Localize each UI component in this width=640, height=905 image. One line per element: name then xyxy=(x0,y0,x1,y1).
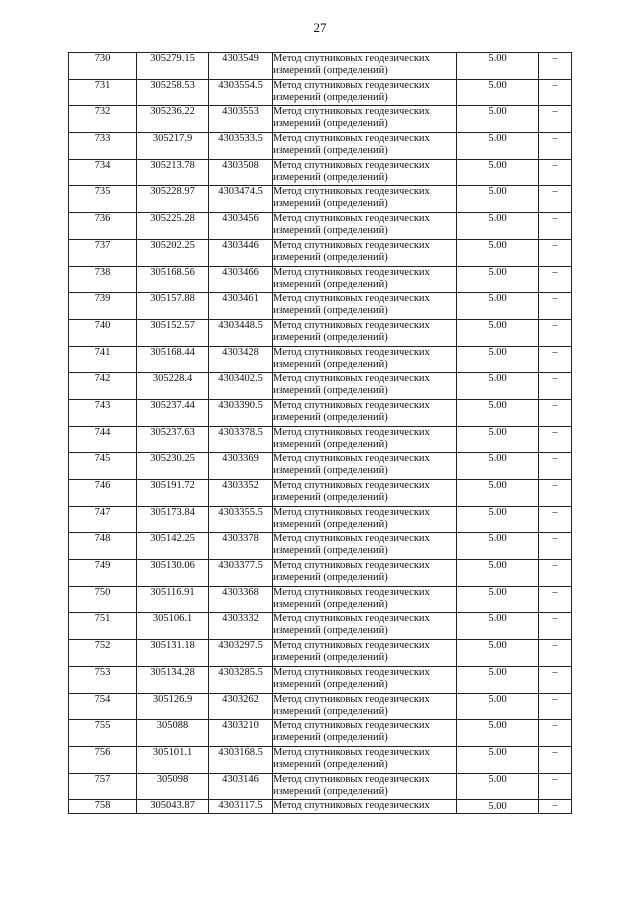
accuracy-cell: 5.00 xyxy=(457,720,539,747)
dash-cell: – xyxy=(539,346,572,373)
y-coordinate-cell: 4303285.5 xyxy=(209,666,273,693)
point-number-cell: 733 xyxy=(69,133,137,160)
dash-cell: – xyxy=(539,159,572,186)
accuracy-cell: 5.00 xyxy=(457,693,539,720)
table-row xyxy=(69,133,572,160)
method-cell: Метод спутниковых геодезических измерений (определений) xyxy=(273,693,457,720)
method-cell: Метод спутниковых геодезических измерений (определений) xyxy=(273,746,457,773)
y-coordinate-cell: 4303461 xyxy=(209,293,273,320)
dash-cell: – xyxy=(539,773,572,800)
point-number-cell: 746 xyxy=(69,480,137,507)
dash-cell: – xyxy=(539,213,572,240)
accuracy-cell: 5.00 xyxy=(457,293,539,320)
accuracy-cell: 5.00 xyxy=(457,266,539,293)
accuracy-cell: 5.00 xyxy=(457,133,539,160)
y-coordinate-cell: 4303378 xyxy=(209,533,273,560)
method-cell: Метод спутниковых геодезических измерений (определений) xyxy=(273,560,457,587)
accuracy-cell: 5.00 xyxy=(457,586,539,613)
accuracy-cell: 5.00 xyxy=(457,186,539,213)
method-cell: Метод спутниковых геодезических измерений (определений) xyxy=(273,106,457,133)
table-row xyxy=(69,399,572,426)
y-coordinate-cell: 4303508 xyxy=(209,159,273,186)
method-cell: Метод спутниковых геодезических измерений (определений) xyxy=(273,506,457,533)
table-row xyxy=(69,693,572,720)
y-coordinate-cell: 4303262 xyxy=(209,693,273,720)
method-cell: Метод спутниковых геодезических измерений (определений) xyxy=(273,186,457,213)
accuracy-cell: 5.00 xyxy=(457,613,539,640)
x-coordinate-cell: 305237.44 xyxy=(137,399,209,426)
x-coordinate-cell: 305225.28 xyxy=(137,213,209,240)
accuracy-cell: 5.00 xyxy=(457,79,539,106)
table-body xyxy=(69,53,572,814)
dash-cell: – xyxy=(539,613,572,640)
table-row xyxy=(69,720,572,747)
table-row xyxy=(69,293,572,320)
dash-cell: – xyxy=(539,186,572,213)
dash-cell: – xyxy=(539,399,572,426)
dash-cell: – xyxy=(539,693,572,720)
x-coordinate-cell: 305131.18 xyxy=(137,640,209,667)
accuracy-cell: 5.00 xyxy=(457,480,539,507)
y-coordinate-cell: 4303448.5 xyxy=(209,319,273,346)
point-number-cell: 736 xyxy=(69,213,137,240)
method-cell: Метод спутниковых геодезических измерений (определений) xyxy=(273,373,457,400)
table-row xyxy=(69,53,572,80)
accuracy-cell: 5.00 xyxy=(457,453,539,480)
accuracy-cell: 5.00 xyxy=(457,399,539,426)
point-number-cell: 735 xyxy=(69,186,137,213)
table-row xyxy=(69,426,572,453)
table-row xyxy=(69,640,572,667)
x-coordinate-cell: 305098 xyxy=(137,773,209,800)
point-number-cell: 730 xyxy=(69,53,137,80)
dash-cell: – xyxy=(539,373,572,400)
table-row xyxy=(69,346,572,373)
method-cell: Метод спутниковых геодезических измерений (определений) xyxy=(273,773,457,800)
dash-cell: – xyxy=(539,79,572,106)
dash-cell: – xyxy=(539,453,572,480)
accuracy-cell: 5.00 xyxy=(457,506,539,533)
point-number-cell: 758 xyxy=(69,800,137,814)
method-cell: Метод спутниковых геодезических измерений (определений) xyxy=(273,266,457,293)
accuracy-cell: 5.00 xyxy=(457,666,539,693)
method-cell: Метод спутниковых геодезических измерений (определений) xyxy=(273,53,457,80)
y-coordinate-cell: 4303446 xyxy=(209,239,273,266)
y-coordinate-cell: 4303466 xyxy=(209,266,273,293)
dash-cell: – xyxy=(539,533,572,560)
method-cell: Метод спутниковых геодезических измерений (определений) xyxy=(273,613,457,640)
accuracy-cell: 5.00 xyxy=(457,533,539,560)
x-coordinate-cell: 305279.15 xyxy=(137,53,209,80)
point-number-cell: 739 xyxy=(69,293,137,320)
point-number-cell: 744 xyxy=(69,426,137,453)
table-row xyxy=(69,800,572,814)
table-row xyxy=(69,266,572,293)
method-cell: Метод спутниковых геодезических измерений (определений) xyxy=(273,640,457,667)
x-coordinate-cell: 305202.25 xyxy=(137,239,209,266)
accuracy-cell: 5.00 xyxy=(457,773,539,800)
method-cell: Метод спутниковых геодезических измерений (определений) xyxy=(273,399,457,426)
method-cell: Метод спутниковых геодезических измерений (определений) xyxy=(273,533,457,560)
method-cell: Метод спутниковых геодезических измерений (определений) xyxy=(273,293,457,320)
point-number-cell: 747 xyxy=(69,506,137,533)
x-coordinate-cell: 305043.87 xyxy=(137,800,209,814)
point-number-cell: 745 xyxy=(69,453,137,480)
accuracy-cell: 5.00 xyxy=(457,159,539,186)
method-cell: Метод спутниковых геодезических измерений (определений) xyxy=(273,213,457,240)
x-coordinate-cell: 305130.06 xyxy=(137,560,209,587)
dash-cell: – xyxy=(539,746,572,773)
accuracy-cell: 5.00 xyxy=(457,640,539,667)
y-coordinate-cell: 4303533.5 xyxy=(209,133,273,160)
y-coordinate-cell: 4303474.5 xyxy=(209,186,273,213)
point-number-cell: 752 xyxy=(69,640,137,667)
accuracy-cell: 5.00 xyxy=(457,426,539,453)
point-number-cell: 748 xyxy=(69,533,137,560)
method-cell: Метод спутниковых геодезических измерений (определений) xyxy=(273,79,457,106)
table-row xyxy=(69,453,572,480)
dash-cell: – xyxy=(539,293,572,320)
accuracy-cell: 5.00 xyxy=(457,560,539,587)
dash-cell: – xyxy=(539,800,572,814)
y-coordinate-cell: 4303117.5 xyxy=(209,800,273,814)
table-row xyxy=(69,239,572,266)
table-row xyxy=(69,560,572,587)
method-cell: Метод спутниковых геодезических измерений (определений) xyxy=(273,239,457,266)
accuracy-cell: 5.00 xyxy=(457,213,539,240)
x-coordinate-cell: 305258.53 xyxy=(137,79,209,106)
y-coordinate-cell: 4303355.5 xyxy=(209,506,273,533)
dash-cell: – xyxy=(539,133,572,160)
method-cell: Метод спутниковых геодезических измерений (определений) xyxy=(273,720,457,747)
point-number-cell: 740 xyxy=(69,319,137,346)
y-coordinate-cell: 4303378.5 xyxy=(209,426,273,453)
dash-cell: – xyxy=(539,426,572,453)
x-coordinate-cell: 305237.63 xyxy=(137,426,209,453)
y-coordinate-cell: 4303168.5 xyxy=(209,746,273,773)
table-row xyxy=(69,159,572,186)
dash-cell: – xyxy=(539,586,572,613)
dash-cell: – xyxy=(539,239,572,266)
x-coordinate-cell: 305213.78 xyxy=(137,159,209,186)
dash-cell: – xyxy=(539,480,572,507)
y-coordinate-cell: 4303369 xyxy=(209,453,273,480)
accuracy-cell: 5.00 xyxy=(457,106,539,133)
method-cell: Метод спутниковых геодезических измерений (определений) xyxy=(273,159,457,186)
x-coordinate-cell: 305101.1 xyxy=(137,746,209,773)
point-number-cell: 750 xyxy=(69,586,137,613)
x-coordinate-cell: 305126.9 xyxy=(137,693,209,720)
table-row xyxy=(69,613,572,640)
dash-cell: – xyxy=(539,720,572,747)
dash-cell: – xyxy=(539,106,572,133)
y-coordinate-cell: 4303210 xyxy=(209,720,273,747)
point-number-cell: 751 xyxy=(69,613,137,640)
y-coordinate-cell: 4303332 xyxy=(209,613,273,640)
table-row xyxy=(69,106,572,133)
accuracy-cell: 5.00 xyxy=(457,346,539,373)
point-number-cell: 741 xyxy=(69,346,137,373)
accuracy-cell: 5.00 xyxy=(457,239,539,266)
y-coordinate-cell: 4303553 xyxy=(209,106,273,133)
point-number-cell: 732 xyxy=(69,106,137,133)
x-coordinate-cell: 305228.97 xyxy=(137,186,209,213)
point-number-cell: 743 xyxy=(69,399,137,426)
dash-cell: – xyxy=(539,319,572,346)
point-number-cell: 755 xyxy=(69,720,137,747)
x-coordinate-cell: 305217.9 xyxy=(137,133,209,160)
point-number-cell: 742 xyxy=(69,373,137,400)
y-coordinate-cell: 4303456 xyxy=(209,213,273,240)
method-cell: Метод спутниковых геодезических измерений (определений) xyxy=(273,586,457,613)
method-cell: Метод спутниковых геодезических измерений (определений) xyxy=(273,346,457,373)
table-row xyxy=(69,373,572,400)
point-number-cell: 754 xyxy=(69,693,137,720)
y-coordinate-cell: 4303297.5 xyxy=(209,640,273,667)
dash-cell: – xyxy=(539,53,572,80)
page-number: 27 xyxy=(313,20,327,35)
method-cell: Метод спутниковых геодезических xyxy=(273,800,457,814)
point-number-cell: 737 xyxy=(69,239,137,266)
dash-cell: – xyxy=(539,506,572,533)
accuracy-cell: 5.00 xyxy=(457,319,539,346)
x-coordinate-cell: 305230.25 xyxy=(137,453,209,480)
x-coordinate-cell: 305191.72 xyxy=(137,480,209,507)
x-coordinate-cell: 305168.56 xyxy=(137,266,209,293)
y-coordinate-cell: 4303390.5 xyxy=(209,399,273,426)
table-row xyxy=(69,480,572,507)
method-cell: Метод спутниковых геодезических измерений (определений) xyxy=(273,319,457,346)
method-cell: Метод спутниковых геодезических измерений (определений) xyxy=(273,666,457,693)
coordinates-table xyxy=(68,52,572,814)
dash-cell: – xyxy=(539,266,572,293)
point-number-cell: 756 xyxy=(69,746,137,773)
point-number-cell: 753 xyxy=(69,666,137,693)
x-coordinate-cell: 305116.91 xyxy=(137,586,209,613)
point-number-cell: 757 xyxy=(69,773,137,800)
accuracy-cell: 5.00 xyxy=(457,800,539,814)
table-row xyxy=(69,773,572,800)
method-cell: Метод спутниковых геодезических измерений (определений) xyxy=(273,426,457,453)
point-number-cell: 731 xyxy=(69,79,137,106)
x-coordinate-cell: 305134.28 xyxy=(137,666,209,693)
dash-cell: – xyxy=(539,560,572,587)
table-row xyxy=(69,506,572,533)
x-coordinate-cell: 305228.4 xyxy=(137,373,209,400)
point-number-cell: 749 xyxy=(69,560,137,587)
y-coordinate-cell: 4303554.5 xyxy=(209,79,273,106)
table-row xyxy=(69,746,572,773)
method-cell: Метод спутниковых геодезических измерений (определений) xyxy=(273,480,457,507)
table-row xyxy=(69,319,572,346)
y-coordinate-cell: 4303402.5 xyxy=(209,373,273,400)
y-coordinate-cell: 4303428 xyxy=(209,346,273,373)
table-row xyxy=(69,213,572,240)
y-coordinate-cell: 4303146 xyxy=(209,773,273,800)
x-coordinate-cell: 305152.57 xyxy=(137,319,209,346)
accuracy-cell: 5.00 xyxy=(457,746,539,773)
x-coordinate-cell: 305236.22 xyxy=(137,106,209,133)
x-coordinate-cell: 305168.44 xyxy=(137,346,209,373)
accuracy-cell: 5.00 xyxy=(457,373,539,400)
method-cell: Метод спутниковых геодезических измерений (определений) xyxy=(273,453,457,480)
dash-cell: – xyxy=(539,640,572,667)
x-coordinate-cell: 305106.1 xyxy=(137,613,209,640)
x-coordinate-cell: 305142.25 xyxy=(137,533,209,560)
method-cell: Метод спутниковых геодезических измерений (определений) xyxy=(273,133,457,160)
x-coordinate-cell: 305157.88 xyxy=(137,293,209,320)
table-row xyxy=(69,666,572,693)
table-row xyxy=(69,533,572,560)
x-coordinate-cell: 305088 xyxy=(137,720,209,747)
table-row xyxy=(69,586,572,613)
table-row xyxy=(69,79,572,106)
dash-cell: – xyxy=(539,666,572,693)
x-coordinate-cell: 305173.84 xyxy=(137,506,209,533)
table-row xyxy=(69,186,572,213)
y-coordinate-cell: 4303368 xyxy=(209,586,273,613)
y-coordinate-cell: 4303352 xyxy=(209,480,273,507)
point-number-cell: 738 xyxy=(69,266,137,293)
accuracy-cell: 5.00 xyxy=(457,53,539,80)
point-number-cell: 734 xyxy=(69,159,137,186)
y-coordinate-cell: 4303549 xyxy=(209,53,273,80)
y-coordinate-cell: 4303377.5 xyxy=(209,560,273,587)
